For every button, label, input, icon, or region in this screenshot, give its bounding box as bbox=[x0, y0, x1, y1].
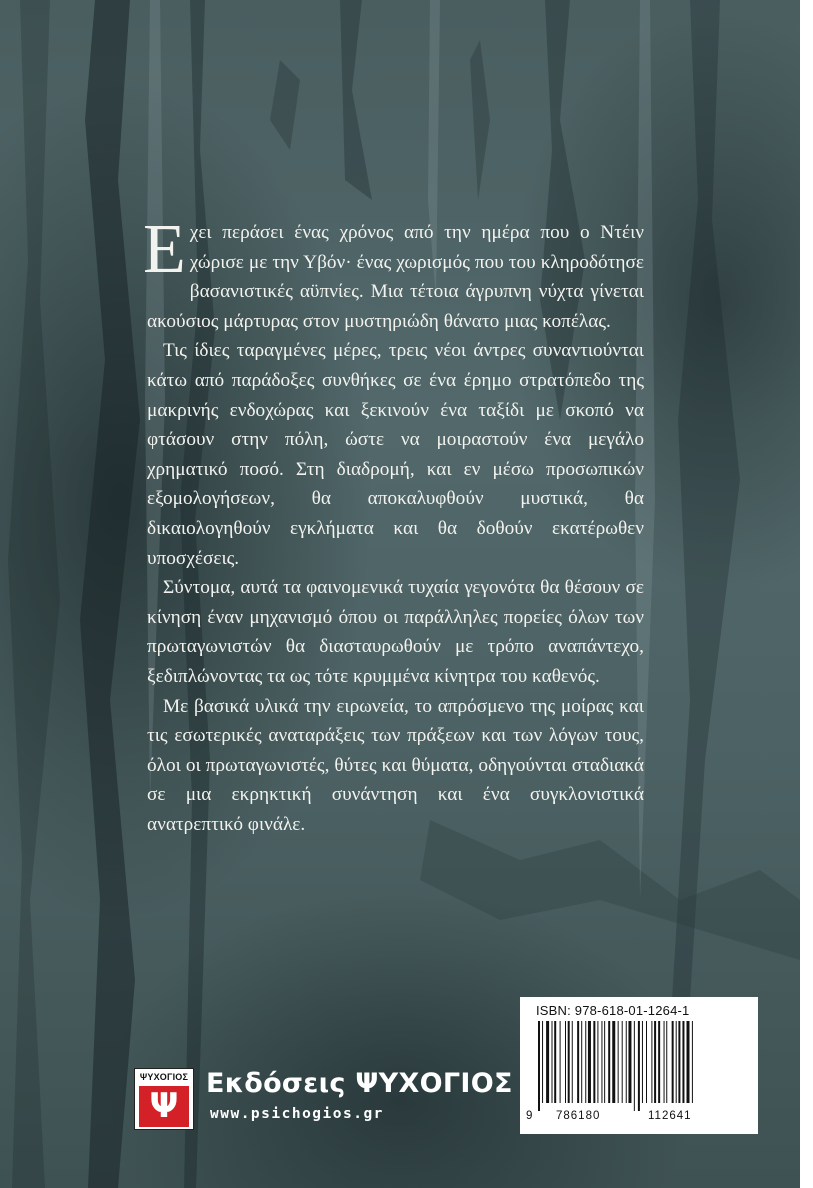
barcode-bar bbox=[577, 1021, 579, 1103]
isbn-label: ISBN: 978-618-01-1264-1 bbox=[536, 1003, 690, 1018]
product-code-text: ΚΩΔ. ΜΗΧ/ΣΗΣ: 17200 bbox=[801, 1016, 813, 1140]
publisher-url: www.psichogios.gr bbox=[210, 1106, 384, 1122]
barcode-bar bbox=[612, 1021, 615, 1103]
publisher-logo bbox=[134, 1068, 194, 1130]
blurb-paragraph-1-text: χει περάσει ένας χρόνος από την ημέρα που ο Ντέιν χώρισε με την Υβόν· ένας χωρισμός που του κληροδότησε βασανιστικές αϋπνίες. Μια τέτοια άγρυπνη νύχτα γίνεται ακούσιος μάρτυρας στον μυστηριώδη θάνατο μιας κοπέλας. bbox=[147, 222, 644, 332]
barcode-bar bbox=[651, 1021, 652, 1103]
barcode-bar bbox=[634, 1021, 635, 1111]
barcode-bar bbox=[672, 1021, 674, 1103]
barcode-bar bbox=[642, 1021, 643, 1103]
barcode-bar bbox=[687, 1021, 690, 1103]
psi-icon: Ψ bbox=[139, 1086, 189, 1127]
barcode-bar bbox=[601, 1021, 602, 1103]
logo-text: ΨΥΧΟΓΙΟΣ bbox=[135, 1069, 193, 1085]
blurb-paragraph-2: Τις ίδιες ταραγμένες μέρες, τρεις νέοι άντρες συναντιούνται κάτω από παράδοξες συνθήκες σε ένα έρημο στρατόπεδο της μακρινής ενδοχώρας και ξεκινούν ένα ταξίδι με σκοπό να φτάσουν στην πόλη, ώστε να μοιραστούν ένα μεγάλο χρηματικό ποσό. Στη διαδρομή, και εν μέσω προσωπικών εξομολογήσεων, θα αποκαλυφθούν μυστικά, θα δικαιολογηθούν εγκλήματα και θα δοθούν εκατέρωθεν υποσχέσεις. bbox=[147, 340, 644, 569]
blurb-paragraph-1 bbox=[143, 211, 644, 336]
blurb-paragraph-3: Σύντομα, αυτά τα φαινομενικά τυχαία γεγονότα θα θέσουν σε κίνηση έναν μηχανισμό όπου οι παράλληλες πορείες όλων των πρωταγωνιστών θα διασταυρωθούν με τρόπο αναπάντεχο, ξεδιπλώνοντας τα ως τότε κρυμμένα κίνητρα του καθενός. bbox=[147, 577, 644, 687]
barcode-bar bbox=[682, 1021, 684, 1103]
book-blurb bbox=[143, 211, 644, 839]
barcode-bar bbox=[552, 1021, 553, 1103]
publisher-name: Εκδόσεις ΨΥΧΟΓΙΟΣ bbox=[206, 1068, 513, 1099]
barcode-bar bbox=[618, 1021, 619, 1103]
barcode-bar bbox=[565, 1021, 566, 1103]
barcode-bar bbox=[622, 1021, 623, 1103]
barcode-bar bbox=[626, 1021, 627, 1103]
barcode-panel bbox=[520, 997, 758, 1134]
barcode-bar bbox=[542, 1021, 543, 1103]
barcode-bar bbox=[560, 1021, 561, 1103]
barcode-bar bbox=[608, 1021, 610, 1103]
drop-cap: Ε bbox=[143, 211, 186, 288]
barcode-bar bbox=[604, 1021, 605, 1103]
product-code bbox=[774, 1016, 813, 1140]
barcode-bar bbox=[568, 1021, 570, 1103]
barcode-bar bbox=[638, 1021, 640, 1111]
barcode-bar bbox=[676, 1021, 677, 1103]
barcode-bar bbox=[692, 1021, 693, 1103]
barcode-bar bbox=[646, 1021, 647, 1103]
barcode-digits-left: 786180 bbox=[556, 1110, 601, 1122]
barcode-bar bbox=[585, 1021, 586, 1103]
barcode-bar bbox=[538, 1021, 540, 1111]
barcode-bar bbox=[554, 1021, 556, 1103]
barcode-bar bbox=[572, 1021, 573, 1103]
barcode-bar bbox=[581, 1021, 582, 1103]
barcode-bar bbox=[678, 1021, 680, 1103]
barcode-bar bbox=[664, 1021, 665, 1103]
publisher-block bbox=[134, 1067, 534, 1131]
barcode-bar bbox=[654, 1021, 656, 1103]
barcode-bar bbox=[658, 1021, 660, 1103]
barcode-bar bbox=[666, 1021, 667, 1103]
barcode-digit-first: 9 bbox=[526, 1110, 534, 1122]
barcode-bar bbox=[593, 1021, 595, 1103]
barcode-bar bbox=[628, 1021, 631, 1103]
barcode-digits-right: 112641 bbox=[648, 1110, 692, 1122]
barcode-bar bbox=[588, 1021, 591, 1103]
barcode-bar bbox=[597, 1021, 598, 1103]
blurb-paragraph-4: Με βασικά υλικά την ειρωνεία, το απρόσμενο της μοίρας και τις εσωτερικές αναταράξεις των πράξεων και των λόγων τους, όλοι οι πρωταγωνιστές, θύτες και θύματα, οδηγούνται σταδιακά σε μια εκρηκτική συνάντηση και ένα συγκλονιστικά ανατρεπτικό φινάλε. bbox=[147, 695, 644, 835]
barcode-bars bbox=[538, 1021, 740, 1111]
barcode-bar bbox=[546, 1021, 549, 1103]
